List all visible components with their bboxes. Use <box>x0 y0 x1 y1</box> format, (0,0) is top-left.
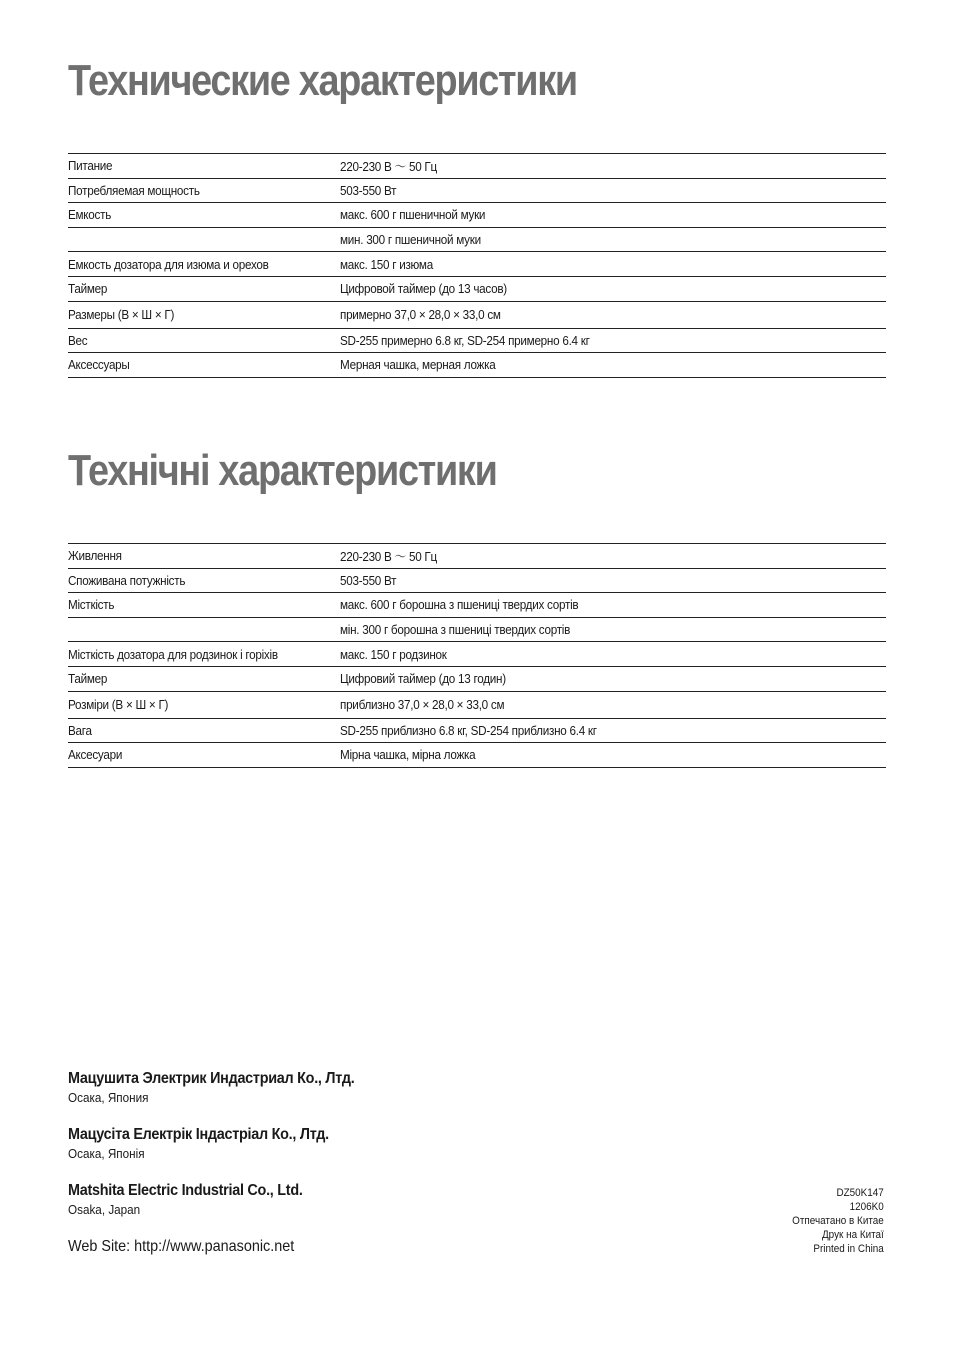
spec-value: SD-255 приблизно 6.8 кг, SD-254 приблизно 6.4 кг <box>340 722 597 738</box>
table-row <box>68 328 886 353</box>
spec-label: Аксессуары <box>68 357 130 373</box>
table-row <box>68 691 886 718</box>
spec-label: Місткість <box>68 597 115 613</box>
table-row <box>68 276 886 301</box>
spec-value: мин. 300 г пшеничной муки <box>340 232 481 248</box>
spec-label: Питание <box>68 158 113 174</box>
company-block-en <box>68 1182 329 1217</box>
spec-label: Вага <box>68 722 92 738</box>
spec-label: Размеры (В × Ш × Г) <box>68 307 175 323</box>
spec-table-ru <box>68 153 886 378</box>
spec-label: Споживана потужність <box>68 572 186 588</box>
print-codes <box>782 1186 884 1256</box>
spec-value: мін. 300 г борошна з пшениці твердих сортів <box>340 622 571 638</box>
table-row <box>68 642 886 667</box>
company-name: Matshita Electric Industrial Co., Ltd. <box>68 1182 303 1199</box>
spec-label: Вес <box>68 332 88 348</box>
spec-value: Цифровий таймер (до 13 годин) <box>340 671 506 687</box>
spec-table-uk <box>68 543 886 768</box>
spec-label: Місткість дозатора для родзинок і горіхів <box>68 646 278 662</box>
table-row <box>68 178 886 203</box>
spec-label: Емкость дозатора для изюма и орехов <box>68 256 269 272</box>
company-city: Осака, Японія <box>68 1146 145 1161</box>
spec-label: Потребляемая мощность <box>68 182 200 198</box>
table-row <box>68 617 886 642</box>
company-name: Мацушита Электрик Индастриал Ко., Лтд. <box>68 1070 355 1087</box>
spec-label: Емкость <box>68 207 112 223</box>
table-row <box>68 353 886 378</box>
spec-value: 503-550 Вт <box>340 182 397 198</box>
spec-value: макс. 150 г изюма <box>340 256 433 272</box>
document-code: DZ50K147 <box>836 1187 884 1199</box>
table-row <box>68 718 886 743</box>
table-row <box>68 227 886 252</box>
spec-value: Мерная чашка, мерная ложка <box>340 357 496 373</box>
spec-value: приблизно 37,0 × 28,0 × 33,0 см <box>340 697 505 713</box>
company-block-ru <box>68 1070 386 1105</box>
spec-value: макс. 600 г пшеничной муки <box>340 207 486 223</box>
table-row <box>68 301 886 328</box>
spec-value: Мірна чашка, мірна ложка <box>340 747 476 763</box>
batch-code: 1206K0 <box>849 1201 884 1213</box>
spec-label: Живлення <box>68 548 122 564</box>
spec-label: Таймер <box>68 671 108 687</box>
spec-label: Таймер <box>68 281 108 297</box>
spec-label: Аксесуари <box>68 747 123 763</box>
company-name: Мацусіта Електрік Індастріал Ко., Лтд. <box>68 1126 329 1143</box>
printed-in-ru: Отпечатано в Китае <box>792 1215 884 1227</box>
spec-value: макс. 600 г борошна з пшениці твердих сортів <box>340 597 579 613</box>
company-city: Osaka, Japan <box>68 1202 141 1217</box>
table-row <box>68 743 886 768</box>
spec-value: примерно 37,0 × 28,0 × 33,0 см <box>340 307 501 323</box>
table-row <box>68 568 886 593</box>
table-row <box>68 252 886 277</box>
table-row <box>68 666 886 691</box>
printed-in-en: Printed in China <box>813 1243 884 1255</box>
company-block-uk <box>68 1126 358 1161</box>
spec-value: 220-230 В ～ 50 Гц <box>340 549 437 565</box>
website-text: Web Site: http://www.panasonic.net <box>68 1238 295 1255</box>
spec-value: макс. 150 г родзинок <box>340 646 447 662</box>
spec-value: 503-550 Вт <box>340 572 397 588</box>
spec-value: 220-230 В ～ 50 Гц <box>340 159 437 175</box>
table-row <box>68 593 886 618</box>
table-row <box>68 154 886 179</box>
title-ru: Технические характеристики <box>68 56 577 105</box>
table-row <box>68 203 886 228</box>
title-uk: Технічні характеристики <box>68 446 497 495</box>
spec-value: Цифровой таймер (до 13 часов) <box>340 281 507 297</box>
printed-in-uk: Друк на Китаї <box>822 1229 884 1241</box>
company-city: Осака, Япония <box>68 1090 149 1105</box>
spec-value: SD-255 примерно 6.8 кг, SD-254 примерно 6.4 кг <box>340 332 590 348</box>
spec-label: Розміри (В × Ш × Г) <box>68 697 169 713</box>
table-row <box>68 544 886 569</box>
